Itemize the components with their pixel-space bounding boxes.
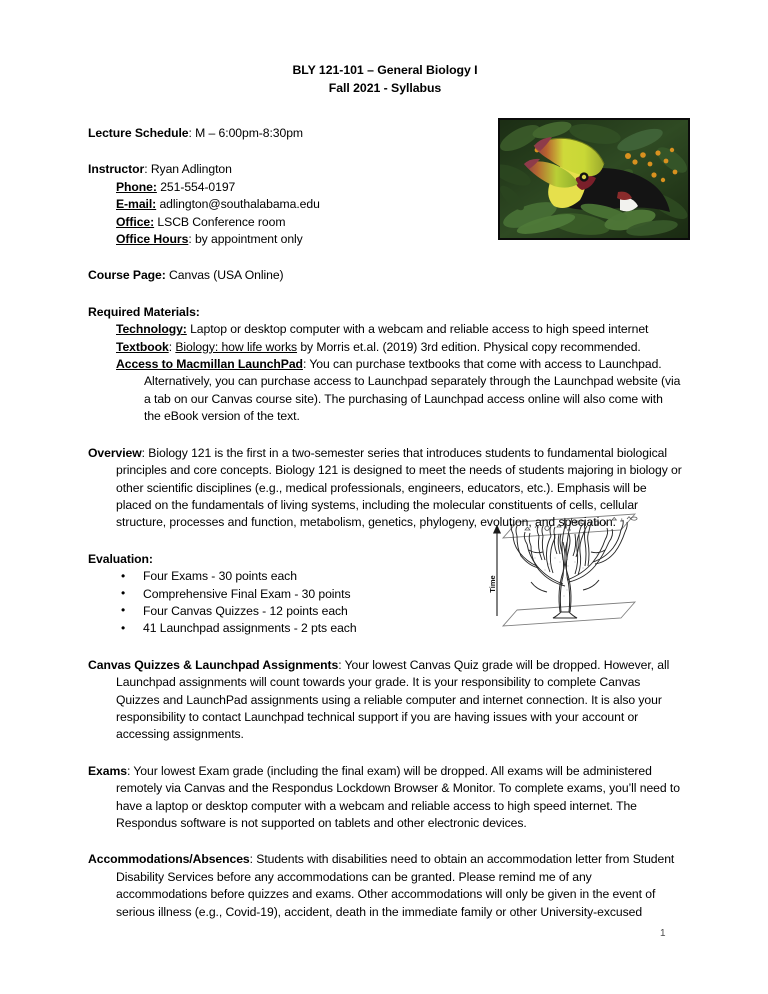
exams-text: : Your lowest Exam grade (including the final exam) will be dropped. All exams will be administered remotely via Canvas and the Respondus Lockdown Browser & Monitor. To complete exams, you’ll need to have a laptop or desktop computer with a webcam and reliable access to high speed internet. The Respondus software is not supported on tablets and other electronic devices. [116,763,680,830]
office-hours-label: Office Hours [116,232,189,247]
evaluation-heading [88,551,682,568]
time-axis-label: Time [488,575,497,593]
lecture-schedule-value: M – 6:00pm-8:30pm [195,126,303,140]
list-item: • Four Canvas Quizzes - 12 points each [88,603,682,620]
course-page-label: Course Page: [88,268,166,283]
instructor-label: Instructor [88,162,145,177]
canvas-quizzes-label: Canvas Quizzes & Launchpad Assignments [88,657,339,672]
evaluation-list [88,568,682,638]
instructor-office-line [88,214,682,231]
required-materials-heading [88,304,682,321]
lecture-schedule-line [88,125,682,142]
course-page-value: Canvas (USA Online) [165,268,284,283]
technology-value: Laptop or desktop computer with a webcam and reliable access to high speed internet [186,322,649,337]
required-materials-launchpad [88,356,682,426]
accommodations-label: Accommodations/Absences [88,852,250,867]
phone-value: 251-554-0197 [156,179,236,194]
required-materials-technology [88,321,682,338]
canvas-quizzes-text: : Your lowest Canvas Quiz grade will be dropped. However, all Launchpad assignments will count towards your grade. It is your responsibility to complete Canvas Quizzes and LaunchPad assignments using a reliable computer and internet connection. It is also your responsibility to contact Launchpad technical support if you are having issues with your account or accessing assignments. [116,657,670,742]
list-item: • Comprehensive Final Exam - 30 points [88,586,682,603]
overview-paragraph [88,445,682,532]
accommodations-paragraph [88,851,682,921]
phone-label: Phone: [116,179,157,194]
instructor-email-line [88,196,682,213]
canvas-quizzes-paragraph [88,657,682,744]
email-value: adlington@southalabama.edu [156,197,320,212]
list-item: • 41 Launchpad assignments - 2 pts each [88,620,682,637]
course-page-line [88,267,682,284]
office-label: Office: [116,214,155,229]
document-title [88,62,682,97]
exams-label: Exams [88,763,127,778]
required-materials-heading-text: Required Materials: [88,304,200,319]
textbook-separator: : [168,339,176,354]
page-number: 1 [660,928,666,939]
textbook-title: Biology: how life works [175,339,298,354]
instructor-separator: : [144,162,151,177]
launchpad-label: Access to Macmillan LaunchPad [116,357,303,372]
title-line-2: Fall 2021 - Syllabus [328,80,442,95]
instructor-line [88,161,682,178]
accommodations-text: : Students with disabilities need to obtain an accommodation letter from Student Disability Services before any accommodations can be granted. Please remind me of any accommodations before quizzes and exams. Other accommodations will only be given in the event of serious illness (e.g., Covid-19), accident, death in the immediate family or other University-excused [116,852,675,919]
required-materials-textbook [88,339,682,356]
instructor-phone-line [88,179,682,196]
launchpad-value: : You can purchase textbooks that come with access to Launchpad. Alternatively, you can purchase access to Launchpad separately through the Launchpad website (via a tab on our Canvas course site). The purchasing of Launchpad access online will also come with the eBook version of the text. [144,357,681,424]
office-value: LSCB Conference room [154,214,286,229]
textbook-label: Textbook [116,339,169,354]
document-body [88,62,682,921]
instructor-office-hours-line [88,231,682,248]
lecture-schedule-separator: : [188,126,196,140]
email-label: E-mail: [116,197,157,212]
overview-label: Overview [88,445,142,460]
textbook-value: by Morris et.al. (2019) 3rd edition. Physical copy recommended. [297,339,641,354]
list-item: • Four Exams - 30 points each [88,568,682,585]
title-line-1: BLY 121-101 – General Biology I [292,63,478,77]
overview-text: : Biology 121 is the first in a two-semester series that introduces students to fundamental biological principles and core concepts. Biology 121 is designed to meet the needs of students majoring in biology or other scientific disciplines (e.g., medical professionals, engineers, educators, etc.). Emphasis will be placed on the fundamentals of living systems, including the molecular constituents of cells, cellular structure, processes and function, metabolism, genetics, phylogeny, evolution, and speciation. [116,445,682,530]
technology-label: Technology: [116,322,187,337]
instructor-name: Ryan Adlington [150,162,232,177]
exams-paragraph [88,763,682,833]
office-hours-value: : by appointment only [188,232,303,247]
lecture-schedule-label: Lecture Schedule [88,126,189,140]
evaluation-heading-text: Evaluation: [88,551,153,566]
